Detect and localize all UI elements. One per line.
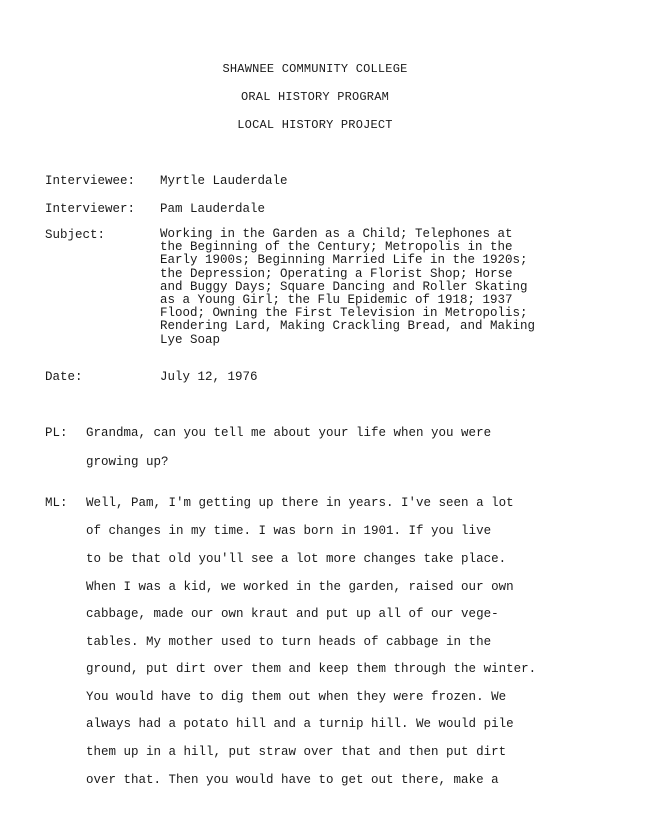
transcript-line: of changes in my time. I was born in 1901. If you live [86, 524, 492, 538]
interviewer-label: Interviewer: [45, 202, 136, 216]
college-name: SHAWNEE COMMUNITY COLLEGE [222, 62, 408, 76]
transcript-line: When I was a kid, we worked in the garden, raised our own [86, 580, 514, 594]
interviewer-value: Pam Lauderdale [160, 202, 266, 216]
subject-line: the Beginning of the Century; Metropolis in the [160, 240, 513, 255]
transcript-line: Well, Pam, I'm getting up there in years. I've seen a lot [86, 496, 514, 510]
transcript-line: Grandma, can you tell me about your life when you were [86, 426, 492, 440]
transcript-line: growing up? [86, 455, 169, 469]
date-value: July 12, 1976 [160, 370, 258, 384]
interviewee-label: Interviewee: [45, 174, 136, 188]
transcript-line: cabbage, made our own kraut and put up all of our vege- [86, 607, 499, 621]
subject-value [160, 228, 590, 347]
subject-line: the Depression; Operating a Florist Shop; Horse [160, 266, 513, 281]
subject-line: Lye Soap [160, 332, 221, 347]
project-name: LOCAL HISTORY PROJECT [237, 118, 393, 132]
subject-line: as a Young Girl; the Flu Epidemic of 1918; 1937 [160, 293, 513, 308]
subject-line: Flood; Owning the First Television in Metropolis; [160, 306, 528, 321]
subject-line: Early 1900s; Beginning Married Life in the 1920s; [160, 253, 528, 268]
date-label: Date: [45, 370, 83, 384]
transcript-line: ground, put dirt over them and keep them through the winter. [86, 662, 537, 676]
program-name: ORAL HISTORY PROGRAM [240, 90, 390, 104]
transcript-line: tables. My mother used to turn heads of cabbage in the [86, 635, 492, 649]
transcript-line: You would have to dig them out when they were frozen. We [86, 690, 507, 704]
speaker-label: ML: [45, 496, 68, 510]
subject-label: Subject: [45, 228, 106, 242]
transcript-line: to be that old you'll see a lot more changes take place. [86, 552, 507, 566]
subject-line: and Buggy Days; Square Dancing and Roller Skating [160, 279, 528, 294]
transcript-line: always had a potato hill and a turnip hill. We would pile [86, 717, 514, 731]
subject-line: Working in the Garden as a Child; Telephones at [160, 227, 513, 241]
subject-line: Rendering Lard, Making Crackling Bread, and Making [160, 319, 536, 334]
interviewee-value: Myrtle Lauderdale [160, 174, 288, 188]
speaker-label: PL: [45, 426, 68, 440]
transcript-line: over that. Then you would have to get out there, make a [86, 773, 499, 787]
transcript-line: them up in a hill, put straw over that and then put dirt [86, 745, 507, 759]
